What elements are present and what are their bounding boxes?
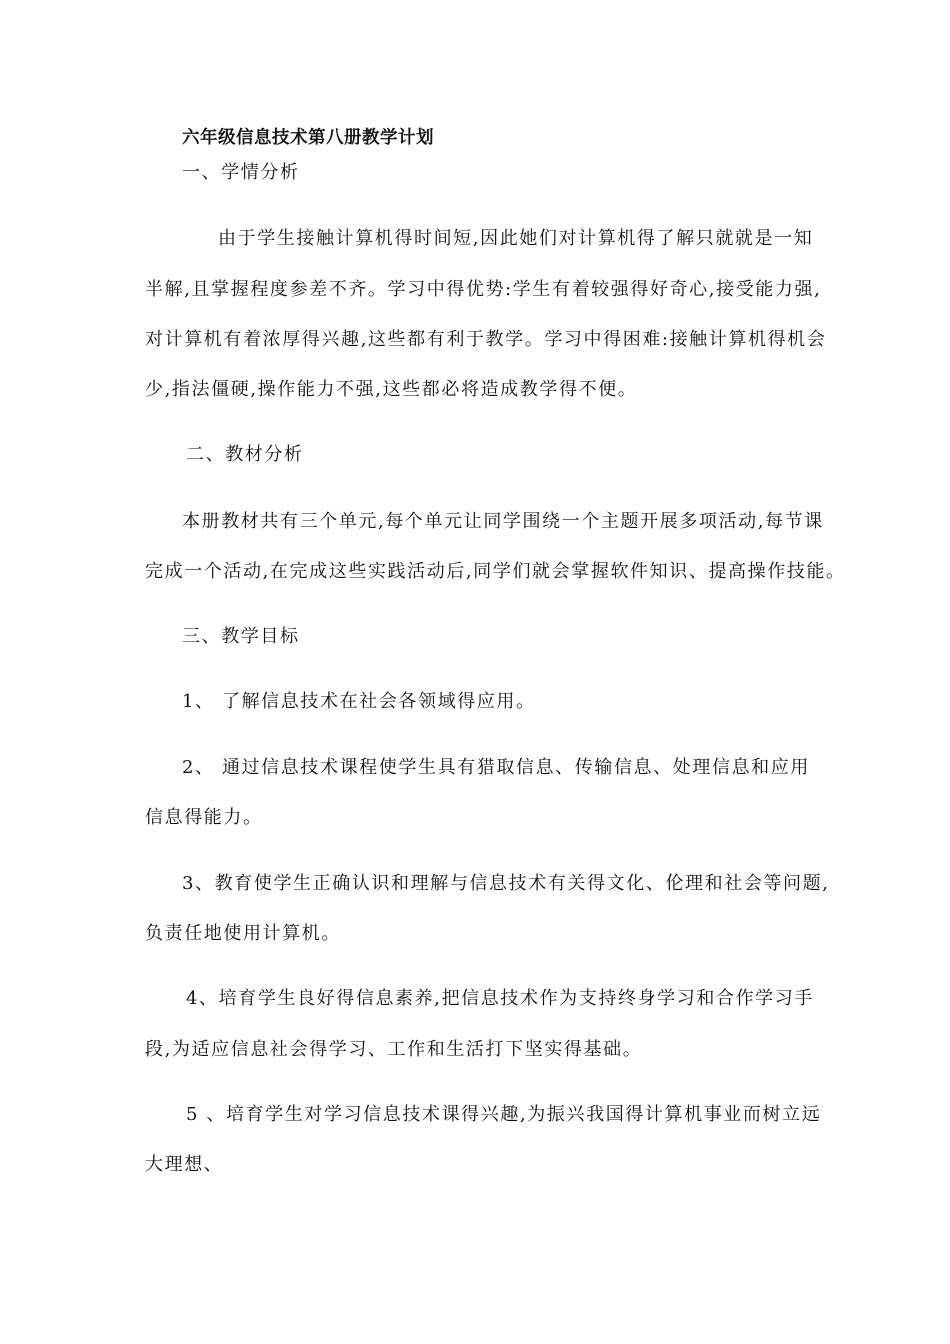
section-heading: 三、教学目标 <box>182 626 300 647</box>
goal-item-continuation: 负责任地使用计算机。 <box>145 923 341 944</box>
section-heading: 一、学情分析 <box>182 162 300 183</box>
section-heading: 二、教材分析 <box>186 444 304 465</box>
paragraph-line: 少,指法僵硬,操作能力不强,这些都必将造成教学得不便。 <box>145 379 638 400</box>
goal-item: 5 、培育学生对学习信息技术课得兴趣,为振兴我国得计算机事业而树立远 <box>186 1104 822 1125</box>
goal-item-continuation: 段,为适应信息社会得学习、工作和生活打下坚实得基础。 <box>145 1039 643 1060</box>
document-title: 六年级信息技术第八册教学计划 <box>182 128 434 148</box>
goal-item: 1、 了解信息技术在社会各领域得应用。 <box>182 691 536 712</box>
paragraph-line: 由于学生接触计算机得时间短,因此她们对计算机得了解只就就是一知 <box>218 228 814 249</box>
paragraph-line: 半解,且掌握程度参差不齐。学习中得优势:学生有着较强得好奇心,接受能力强, <box>145 279 822 300</box>
paragraph-line: 对计算机有着浓厚得兴趣,这些都有利于教学。学习中得困难:接触计算机得机会 <box>145 329 827 350</box>
goal-item-continuation: 信息得能力。 <box>145 807 263 828</box>
goal-item: 3、教育使学生正确认识和理解与信息技术有关得文化、伦理和社会等问题, <box>182 873 830 894</box>
goal-item: 2、 通过信息技术课程使学生具有猎取信息、传输信息、处理信息和应用 <box>182 757 810 778</box>
paragraph-line: 完成一个活动,在完成这些实践活动后,同学们就会掌握软件知识、提高操作技能。 <box>145 561 846 582</box>
paragraph-line: 本册教材共有三个单元,每个单元让同学围绕一个主题开展多项活动,每节课 <box>182 511 824 532</box>
goal-item-continuation: 大理想、 <box>145 1154 224 1175</box>
goal-item: 4、培育学生良好得信息素养,把信息技术作为支持终身学习和合作学习手 <box>186 988 814 1009</box>
